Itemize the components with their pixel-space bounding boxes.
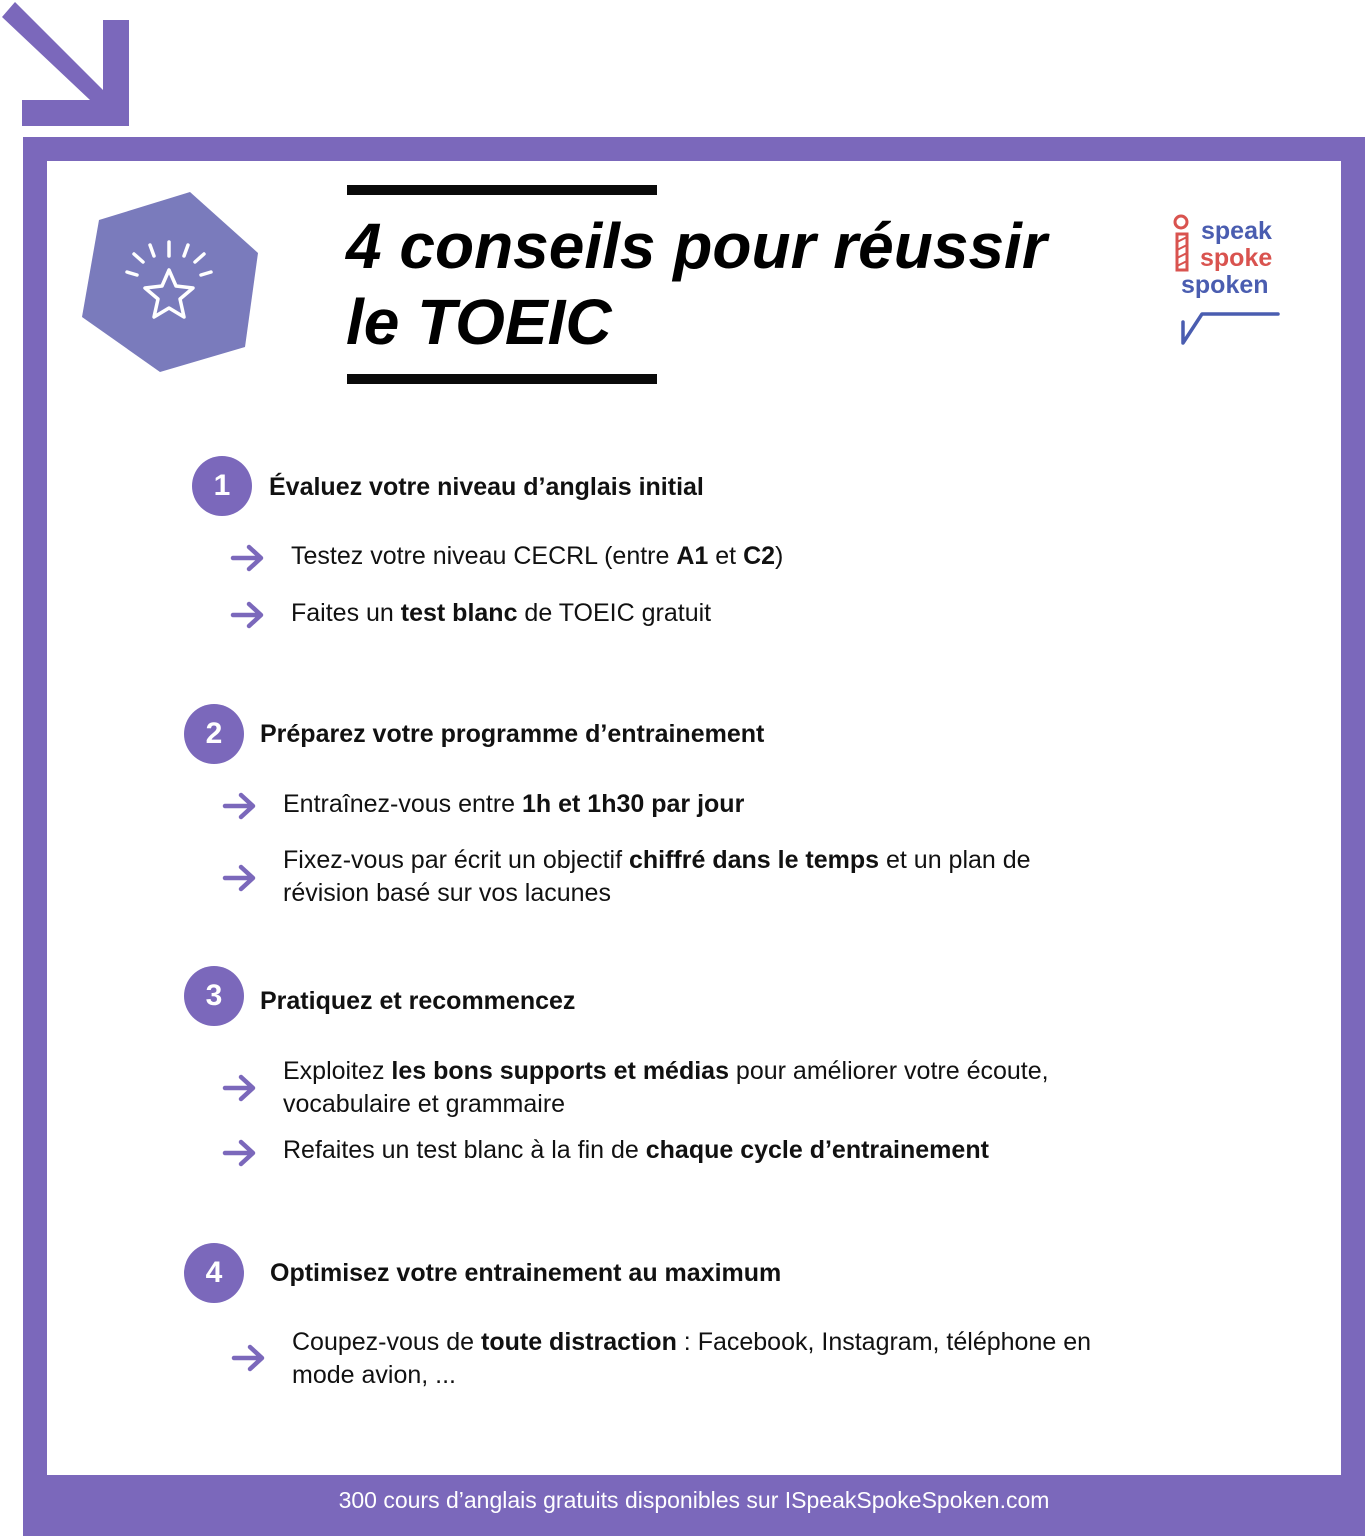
section-heading: Pratiquez et recommencez (260, 987, 576, 1015)
title-bar-top (347, 185, 657, 195)
bullet-text: Coupez-vous de toute distraction : Facebook, Instagram, téléphone en mode avion, ... (292, 1328, 1092, 1389)
title-bar-bottom (347, 374, 657, 384)
arrow-right-icon (222, 1139, 258, 1167)
title-line-1: 4 conseils pour réussir (346, 210, 1047, 282)
bullet-text: Fixez-vous par écrit un objectif chiffré dans le temps et un plan de révision basé sur vos lacunes (283, 846, 1031, 907)
page-title (346, 208, 1126, 360)
step-badge-4: 4 (184, 1243, 244, 1303)
logo-word-spoke: spoke (1200, 244, 1273, 272)
step-badge-3: 3 (184, 966, 244, 1026)
star-sparkle-icon (80, 190, 260, 374)
arrow-right-icon (222, 864, 258, 892)
bullet-text: Testez votre niveau CECRL (entre A1 et C2) (291, 542, 784, 570)
arrow-right-icon (230, 544, 266, 572)
bullet-text: Exploitez les bons supports et médias pour améliorer votre écoute, vocabulaire et grammaire (283, 1057, 1049, 1118)
bullet-text: Entraînez-vous entre 1h et 1h30 par jour (283, 790, 745, 818)
step-badge-1: 1 (192, 456, 252, 516)
step-badge-2: 2 (184, 704, 244, 764)
logo-word-spoken: spoken (1181, 271, 1269, 299)
arrow-right-icon (230, 601, 266, 629)
arrow-right-icon (231, 1344, 267, 1372)
logo-word-speak: speak (1201, 217, 1272, 245)
bullet-text: Refaites un test blanc à la fin de chaque cycle d’entrainement (283, 1136, 989, 1164)
footer-text: 300 cours d’anglais gratuits disponibles sur ISpeakSpokeSpoken.com (338, 1487, 1050, 1513)
bullet-text: Faites un test blanc de TOEIC gratuit (291, 599, 712, 627)
title-line-2: le TOEIC (346, 286, 612, 358)
arrow-down-right-icon (0, 0, 135, 130)
section-heading: Préparez votre programme d’entrainement (260, 720, 765, 748)
arrow-right-icon (222, 792, 258, 820)
arrow-right-icon (222, 1074, 258, 1102)
section-heading: Évaluez votre niveau d’anglais initial (269, 473, 704, 501)
section-heading: Optimisez votre entrainement au maximum (270, 1259, 782, 1287)
